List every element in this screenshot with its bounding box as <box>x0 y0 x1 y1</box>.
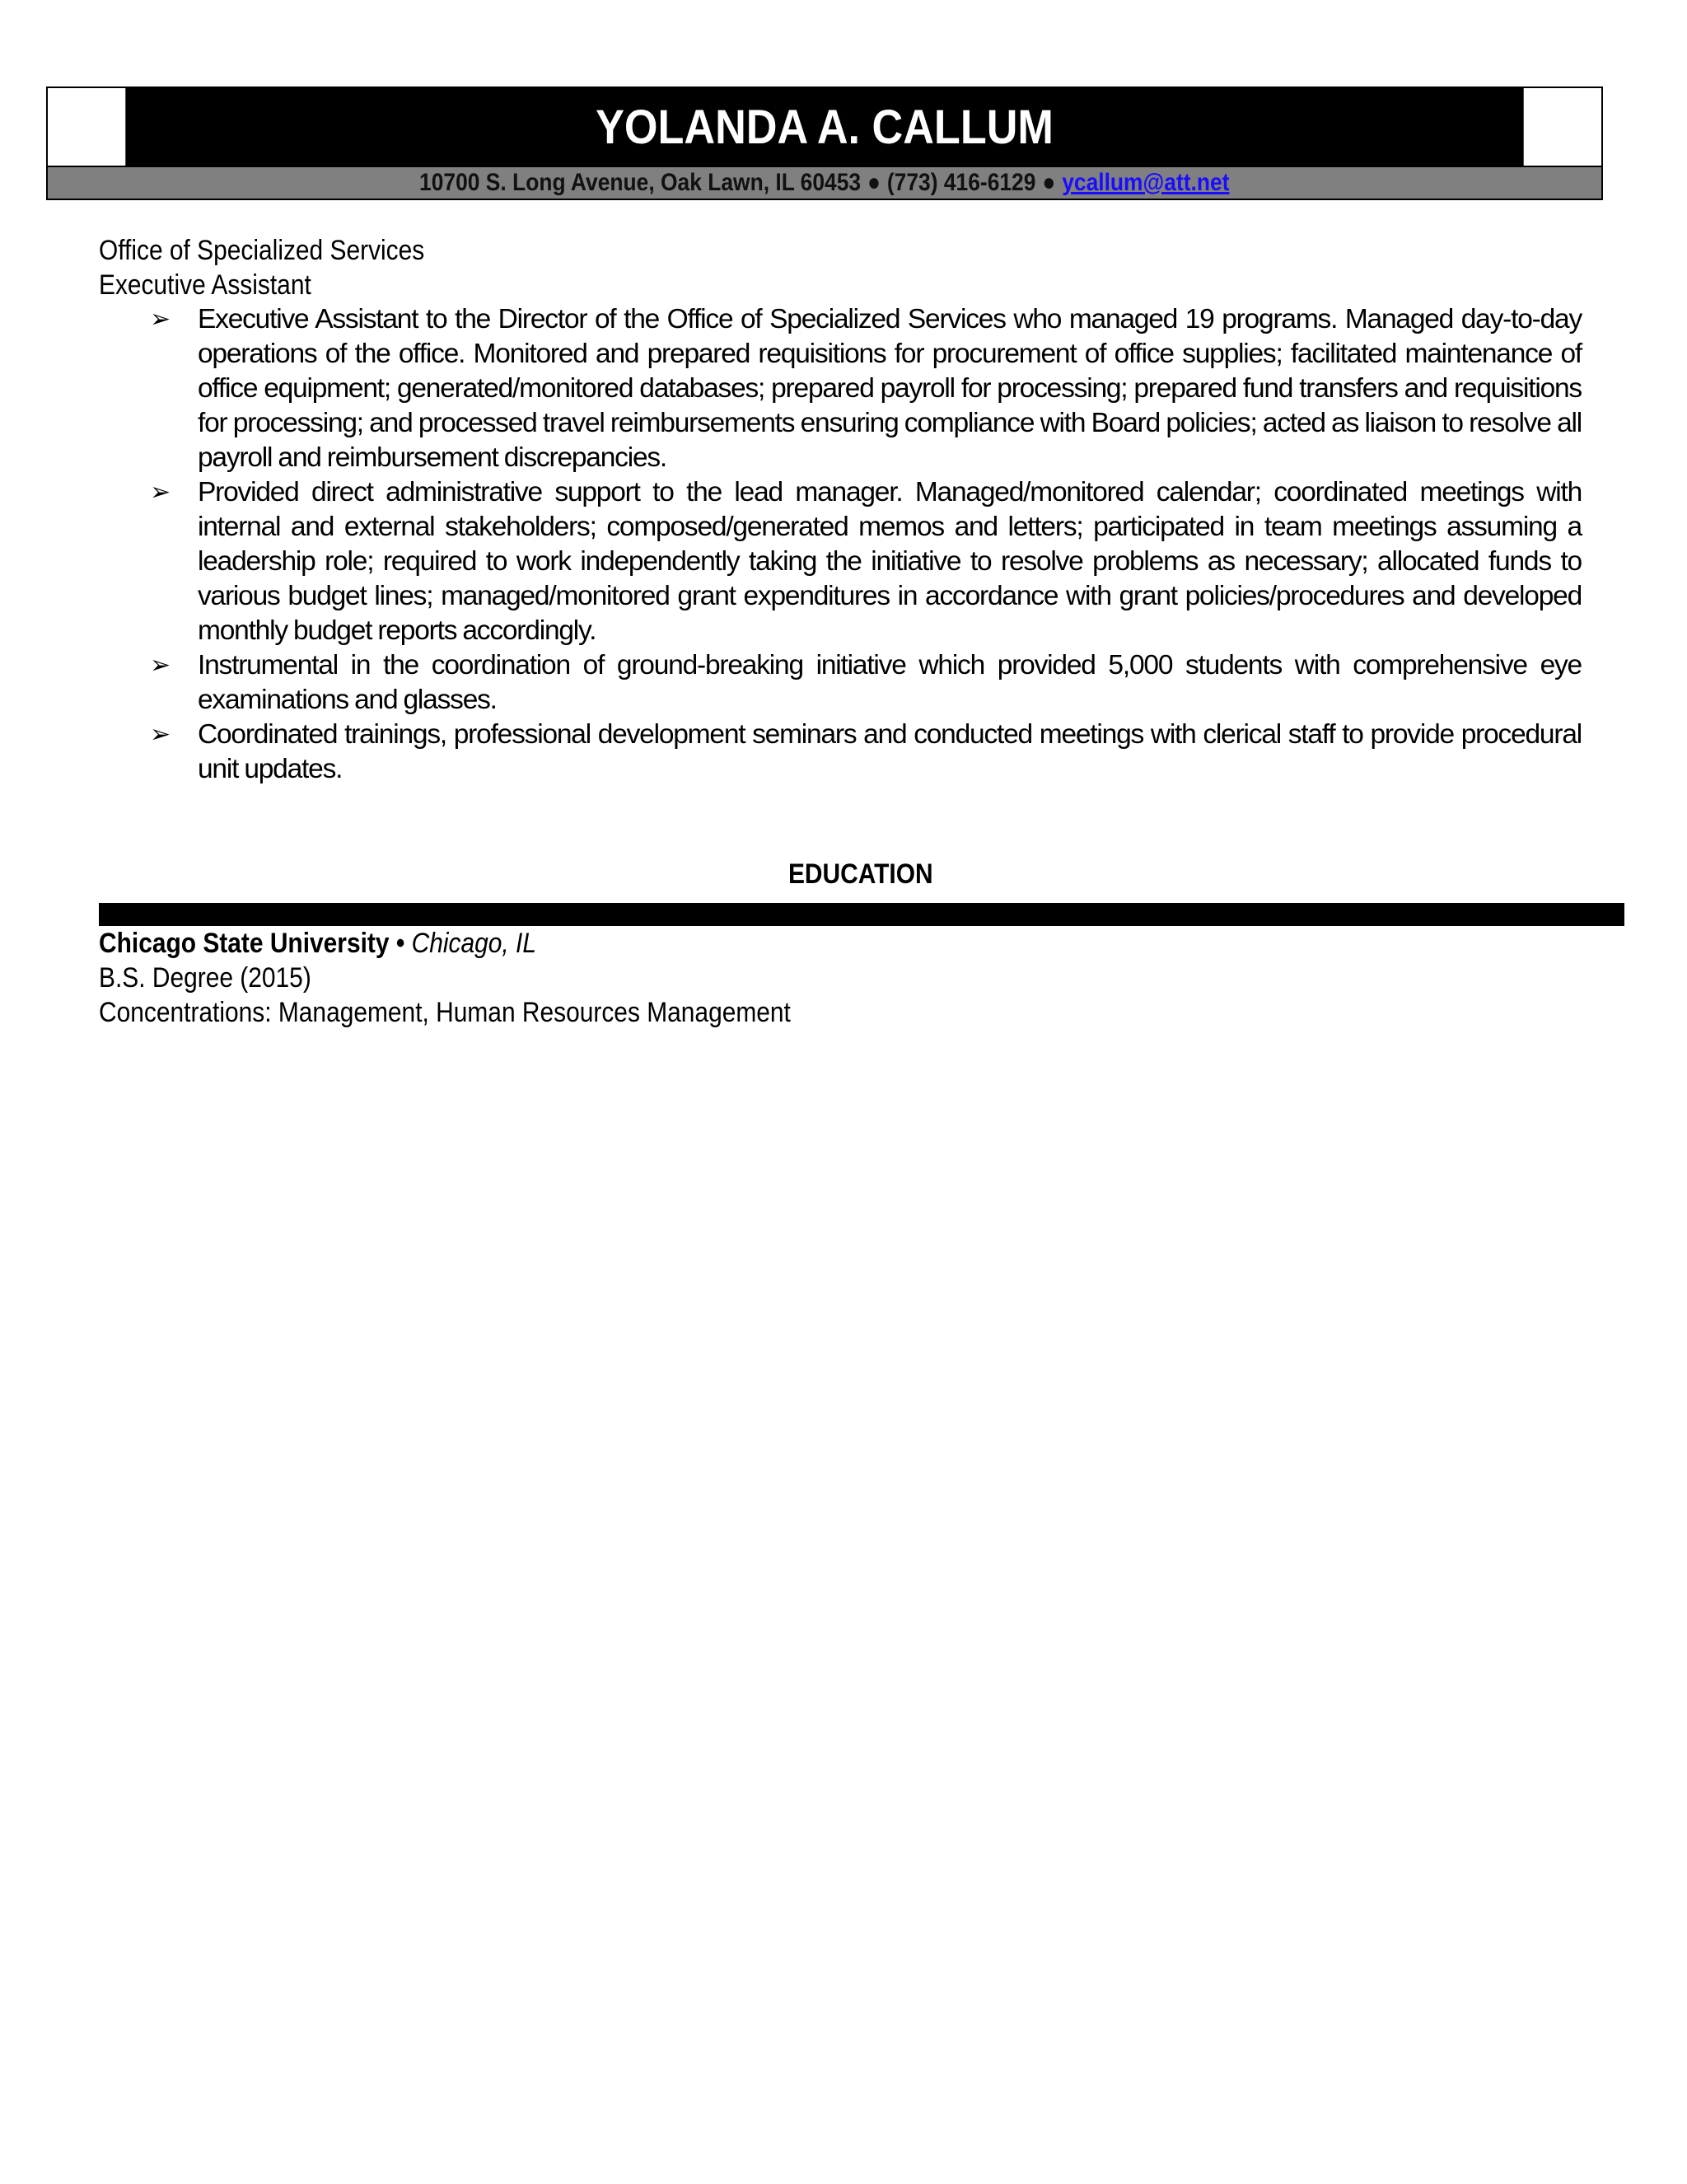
education-heading <box>99 857 1623 891</box>
arrow-bullet-icon: ➢ <box>150 479 171 506</box>
education-degree-text: B.S. Degree (2015) <box>99 962 311 994</box>
contact-phone: (773) 416-6129 <box>887 169 1036 196</box>
experience-organization-text: Office of Specialized Services <box>99 235 425 266</box>
resume-header <box>46 87 1603 200</box>
arrow-bullet-icon: ➢ <box>150 306 171 333</box>
experience-bullet <box>99 302 1582 475</box>
education-city: Chicago, IL <box>411 928 536 959</box>
contact-email-link[interactable]: ycallum@att.net <box>1062 169 1230 196</box>
experience-position <box>99 268 1582 302</box>
arrow-bullet-icon: ➢ <box>150 721 171 748</box>
education-school-separator: • <box>395 928 405 959</box>
education-concentrations-text: Concentrations: Management, Human Resources Management <box>99 997 791 1028</box>
experience-bullet <box>99 475 1582 648</box>
experience-organization <box>99 233 1582 268</box>
experience-bullet-text: Instrumental in the coordination of ground-breaking initiative which provided 5,000 students with comprehensive eye examinations and glasses. <box>198 650 1582 715</box>
contact-separator-2: ● <box>1042 169 1056 196</box>
experience-bullet-text: Coordinated trainings, professional development seminars and conducted meetings with clerical staff to provide procedural unit updates. <box>198 719 1582 784</box>
contact-line <box>48 166 1601 199</box>
candidate-name <box>125 88 1523 166</box>
education-degree <box>99 961 1582 995</box>
education-heading-text: EDUCATION <box>788 858 933 890</box>
education-school: Chicago State University <box>99 928 390 959</box>
contact-line-inner <box>419 169 1229 197</box>
experience-bullet-text: Provided direct administrative support to the lead manager. Managed/monitored calendar; coordinated meetings with internal and external stakeholders; composed/generated memos and letters; participated in team meetings assuming a leadership role; required to work independently taking the initiative to resolve problems as necessary; allocated funds to various budget lines; managed/monitored grant expenditures in accordance with grant policies/procedures and developed monthly budget reports accordingly. <box>198 477 1582 646</box>
arrow-bullet-icon: ➢ <box>150 652 171 679</box>
contact-address: 10700 S. Long Avenue, Oak Lawn, IL 60453 <box>419 169 862 196</box>
experience-bullet <box>99 718 1582 787</box>
experience-bullet-text: Executive Assistant to the Director of the Office of Specialized Services who managed 19 programs. Managed day-to-day operations of the office. Monitored and prepared requisitions for procurement of office supplies; facilitated maintenance of office equipment; generated/monitored databases; prepared payroll for processing; prepared fund transfers and requisitions for processing; and processed travel reimbursements ensuring compliance with Board policies; acted as liaison to resolve all payroll and reimbursement discrepancies. <box>198 304 1582 473</box>
experience-position-text: Executive Assistant <box>99 269 311 301</box>
experience-bullet <box>99 648 1582 718</box>
education-entry <box>99 926 1582 1030</box>
candidate-name-text: YOLANDA A. CALLUM <box>596 100 1054 154</box>
experience-bullet-list <box>99 302 1582 787</box>
education-school-line-inner <box>99 926 536 961</box>
education-concentrations <box>99 995 1582 1030</box>
experience-section <box>99 233 1582 787</box>
education-school-line <box>99 926 1582 961</box>
contact-separator-1: ● <box>867 169 881 196</box>
education-divider <box>99 903 1624 926</box>
